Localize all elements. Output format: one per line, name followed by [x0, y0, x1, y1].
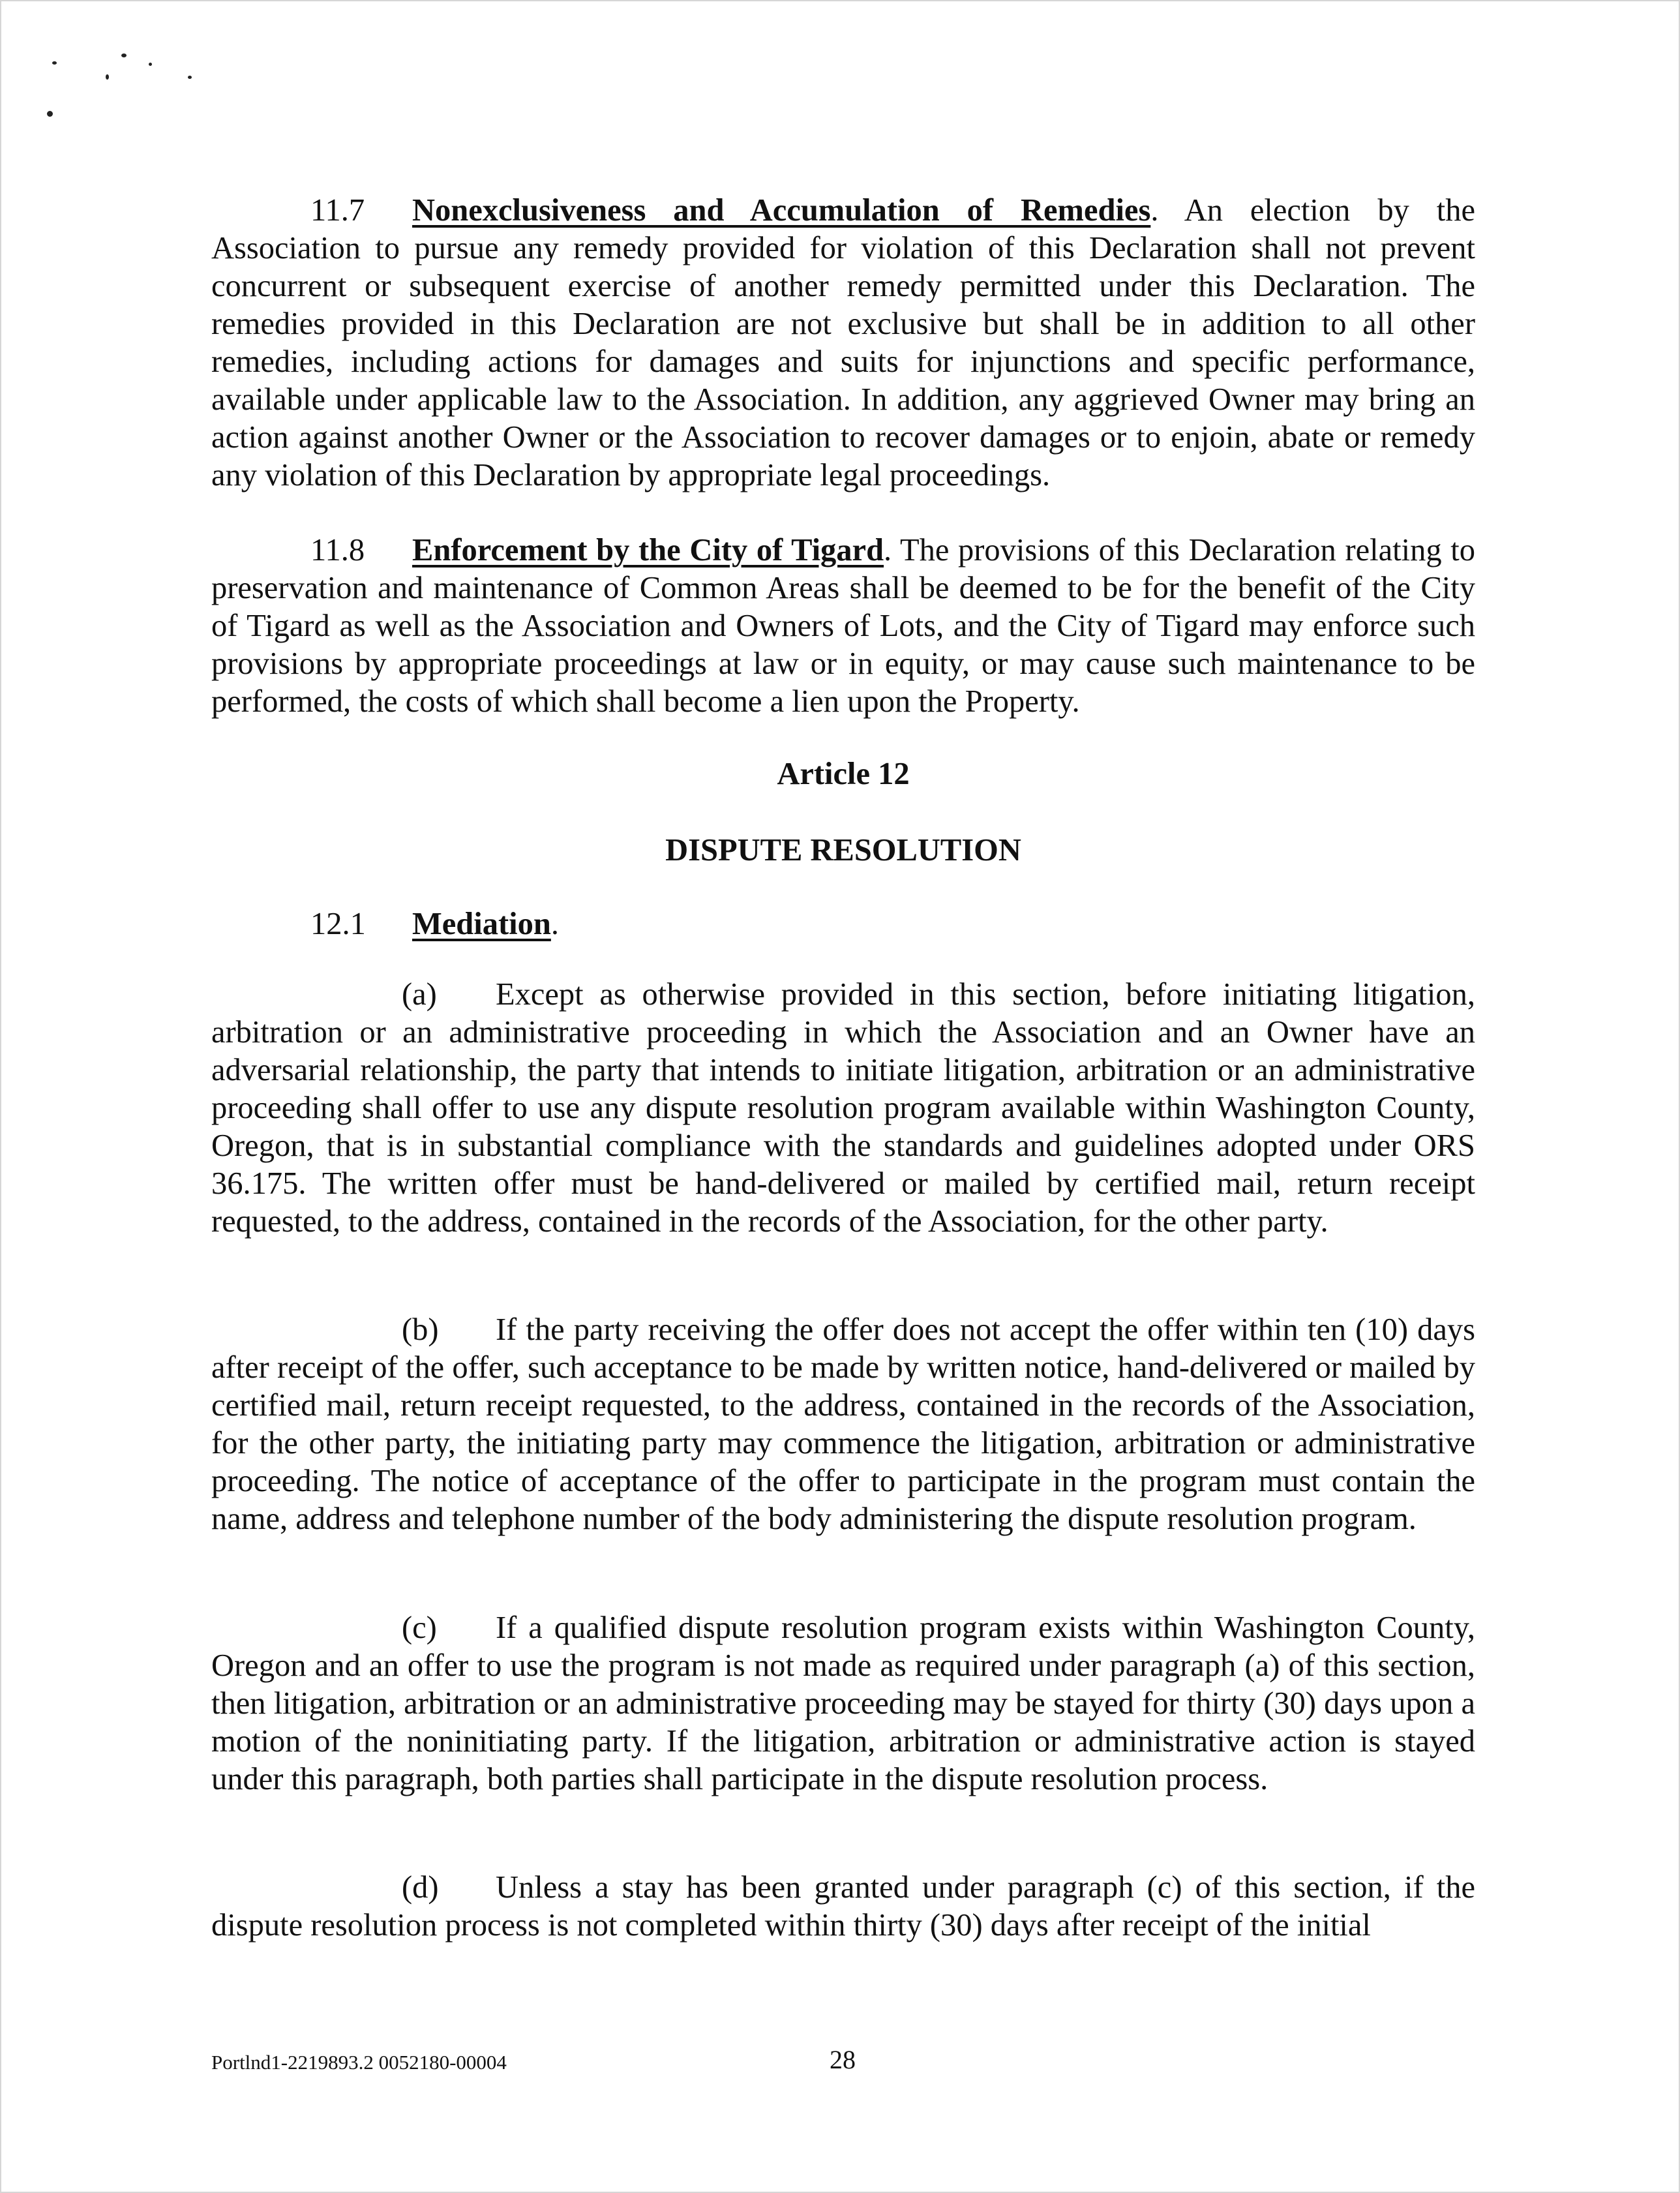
- footer-document-id: Portlnd1-2219893.2 0052180-00004: [211, 2051, 507, 2074]
- paragraph-label: (a): [402, 977, 437, 1012]
- section-heading: Nonexclusiveness and Accumulation of Remedies: [412, 193, 1151, 228]
- paragraph-d: [211, 1869, 1475, 1944]
- paragraph-label: (c): [402, 1611, 437, 1645]
- paragraph-body: Unless a stay has been granted under paragraph (c) of this section, if the dispute resolution process is not completed within thirty (30) days after receipt of the initial: [211, 1870, 1475, 1943]
- section-12-1: [211, 905, 1475, 943]
- section-body: . The provisions of this Declaration relating to preservation and maintenance of Common Areas shall be deemed to be for the benefit of the City of Tigard as well as the Association and Owners of Lots, and the City of Tigard may enforce such provisions by appropriate proceedings at law or in equity, or may cause such maintenance to be performed, the costs of which shall become a lien upon the Property.: [211, 533, 1475, 719]
- paragraph-label: (b): [402, 1312, 439, 1347]
- scan-speck: [188, 76, 192, 79]
- scan-speck: [47, 111, 53, 117]
- paragraph-body: Except as otherwise provided in this section, before initiating litigation, arbitration or an administrative proceeding in which the Association and an Owner have an adversarial relationship, the party that intends to initiate litigation, arbitration or an administrative proceeding shall offer to use any dispute resolution program available within Washington County, Oregon, that is in substantial compliance with the standards and guidelines adopted under ORS 36.175. The written offer must be hand-delivered or mailed by certified mail, return receipt requested, to the address, contained in the records of the Association, for the other party.: [211, 977, 1475, 1239]
- article-label: Article 12: [777, 757, 910, 791]
- section-11-8: [211, 532, 1475, 721]
- section-heading: Enforcement by the City of Tigard: [412, 533, 884, 567]
- scan-speck: [106, 74, 109, 80]
- paragraph-label: (d): [402, 1870, 439, 1905]
- paragraph-a: [211, 976, 1475, 1241]
- section-number: 11.8: [310, 533, 365, 567]
- section-body: . An election by the Association to pursue any remedy provided for violation of this Declaration shall not prevent concurrent or subsequent exercise of another remedy permitted under this Declaration. The remedies provided in this Declaration are not exclusive but shall be in addition to all other remedies, including actions for damages and suits for injunctions and specific performance, available under applicable law to the Association. In addition, any aggrieved Owner may bring an action against another Owner or the Association to recover damages or to enjoin, abate or remedy any violation of this Declaration by appropriate legal proceedings.: [211, 193, 1476, 492]
- section-number: 11.7: [310, 193, 365, 228]
- paragraph-body: If a qualified dispute resolution program exists within Washington County, Oregon and an offer to use the program is not made as required under paragraph (a) of this section, then litigation, arbitration or an administrative proceeding may be stayed for thirty (30) days upon a motion of the noninitiating party. If the litigation, arbitration or administrative action is stayed under this paragraph, both parties shall participate in the dispute resolution process.: [211, 1611, 1475, 1796]
- scan-speck: [52, 61, 57, 65]
- section-heading: Mediation: [412, 907, 551, 941]
- scan-speck: [149, 63, 152, 66]
- paragraph-body: If the party receiving the offer does not accept the offer within ten (10) days after receipt of the offer, such acceptance to be made by written notice, hand-delivered or mailed by certified mail, return receipt requested, to the address, contained in the records of the Association, for the other party, the initiating party may commence the litigation, arbitration or administrative proceeding. The notice of acceptance of the offer to participate in the program must contain the name, address and telephone number of the body administering the dispute resolution program.: [211, 1312, 1475, 1536]
- section-heading-period: .: [550, 907, 559, 941]
- paragraph-c: [211, 1609, 1475, 1798]
- scan-speck: [121, 53, 127, 57]
- section-number: 12.1: [310, 907, 366, 941]
- article-title: DISPUTE RESOLUTION: [665, 833, 1021, 868]
- section-11-7: [211, 192, 1475, 494]
- page-number: 28: [830, 2045, 856, 2074]
- paragraph-b: [211, 1311, 1475, 1538]
